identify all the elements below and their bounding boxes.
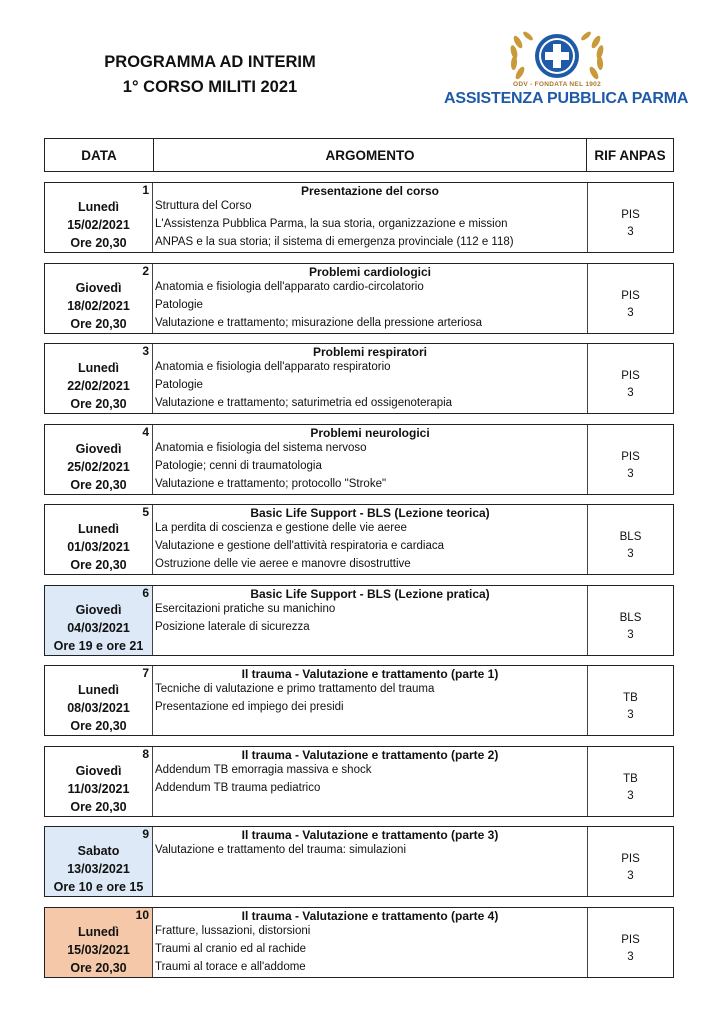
session-time: Ore 20,30 bbox=[70, 799, 127, 814]
session-day: Sabato bbox=[77, 844, 120, 858]
session-ref-code: PIS bbox=[621, 209, 640, 221]
title-line-1: PROGRAMMA AD INTERIM bbox=[104, 53, 316, 71]
column-header-topic: ARGOMENTO bbox=[325, 147, 415, 163]
session-title: Problemi neurologici bbox=[310, 425, 430, 440]
session-subtopic: Patologie bbox=[155, 379, 203, 391]
session-date: 25/02/2021 bbox=[67, 459, 130, 474]
session-number: 1 bbox=[142, 183, 149, 197]
session-row bbox=[44, 826, 674, 897]
session-topic-cell bbox=[153, 908, 587, 977]
session-ref-code: PIS bbox=[621, 933, 640, 946]
session-subtopic: Anatomia e fisiologia dell'apparato cardio-circolatorio bbox=[155, 280, 424, 293]
session-day: Giovedì bbox=[75, 280, 122, 295]
session-topic-cell bbox=[153, 747, 587, 816]
session-number: 8 bbox=[142, 746, 149, 761]
page-title bbox=[60, 50, 360, 100]
session-date-cell bbox=[45, 827, 153, 896]
session-date-cell bbox=[45, 425, 153, 494]
session-subtopic: La perdita di coscienza e gestione delle vie aeree bbox=[155, 522, 407, 534]
session-ref-cell bbox=[587, 827, 673, 896]
session-title: Il trauma - Valutazione e trattamento (parte 4) bbox=[241, 908, 499, 923]
session-date-cell bbox=[45, 666, 153, 735]
session-title: Presentazione del corso bbox=[300, 184, 440, 198]
session-topic-cell bbox=[153, 586, 587, 655]
session-number: 6 bbox=[142, 585, 149, 600]
session-subtopic: Ostruzione delle vie aeree e manovre disostruttive bbox=[155, 558, 411, 570]
session-time: Ore 20,30 bbox=[70, 558, 127, 572]
logo-name: ASSISTENZA PUBBLICA PARMA bbox=[444, 90, 689, 107]
session-date: 18/02/2021 bbox=[67, 298, 130, 313]
session-date-cell bbox=[45, 586, 153, 655]
session-row bbox=[44, 343, 674, 414]
session-ref-level: 3 bbox=[627, 950, 634, 963]
session-title: Il trauma - Valutazione e trattamento (parte 1) bbox=[241, 667, 499, 681]
session-subtopic: Presentazione ed impiego dei presidi bbox=[155, 701, 344, 713]
session-title: Problemi cardiologici bbox=[308, 264, 432, 279]
session-subtopic: Tecniche di valutazione e primo trattamento del trauma bbox=[155, 683, 435, 695]
session-subtopic: Valutazione e trattamento del trauma: simulazioni bbox=[155, 844, 407, 856]
session-time: Ore 20,30 bbox=[70, 236, 127, 250]
session-subtopic: Struttura del Corso bbox=[155, 200, 252, 212]
session-row bbox=[44, 504, 674, 575]
session-row bbox=[44, 424, 674, 495]
session-ref-code: PIS bbox=[621, 450, 640, 463]
session-subtopic: Anatomia e fisiologia del sistema nervoso bbox=[155, 441, 367, 454]
session-ref-cell bbox=[587, 344, 673, 413]
session-title: Problemi respiratori bbox=[312, 345, 428, 359]
session-ref-code: BLS bbox=[619, 531, 642, 543]
session-subtopic: ANPAS e la sua storia; il sistema di emergenza provinciale (112 e 118) bbox=[155, 236, 514, 248]
session-ref-code: PIS bbox=[621, 370, 640, 382]
session-date: 22/02/2021 bbox=[67, 379, 130, 393]
title-line-2: 1° CORSO MILITI 2021 bbox=[122, 78, 298, 96]
session-date-cell bbox=[45, 183, 153, 252]
logo-tagline: ODV - FONDATA NEL 1902 bbox=[513, 81, 601, 88]
session-subtopic: Esercitazioni pratiche su manichino bbox=[155, 602, 336, 615]
session-subtopic: Patologie bbox=[155, 298, 203, 311]
session-topic-cell bbox=[153, 264, 587, 333]
session-ref-cell bbox=[587, 908, 673, 977]
session-ref-level: 3 bbox=[627, 870, 634, 882]
session-date-cell bbox=[45, 908, 153, 977]
session-date-cell bbox=[45, 264, 153, 333]
session-time: Ore 20,30 bbox=[70, 960, 127, 975]
session-ref-code: PIS bbox=[621, 289, 640, 302]
session-subtopic: Traumi al torace e all'addome bbox=[155, 960, 306, 973]
session-row bbox=[44, 585, 674, 656]
table-header bbox=[44, 138, 674, 172]
session-ref-level: 3 bbox=[627, 387, 634, 399]
session-title: Basic Life Support - BLS (Lezione teorica) bbox=[250, 506, 490, 520]
session-title: Il trauma - Valutazione e trattamento (parte 2) bbox=[241, 747, 499, 762]
session-ref-cell bbox=[587, 747, 673, 816]
session-ref-cell bbox=[587, 666, 673, 735]
session-subtopic: Valutazione e trattamento; saturimetria ed ossigenoterapia bbox=[155, 397, 453, 409]
session-date: 11/03/2021 bbox=[67, 781, 130, 796]
session-time: Ore 20,30 bbox=[70, 316, 127, 331]
session-day: Lunedì bbox=[78, 683, 119, 697]
session-number: 7 bbox=[142, 666, 149, 680]
session-row bbox=[44, 907, 674, 978]
session-date-cell bbox=[45, 505, 153, 574]
session-subtopic: Addendum TB trauma pediatrico bbox=[155, 781, 321, 794]
session-subtopic: Anatomia e fisiologia dell'apparato respiratorio bbox=[155, 361, 391, 373]
session-row bbox=[44, 263, 674, 334]
session-date: 15/03/2021 bbox=[67, 942, 130, 957]
session-time: Ore 20,30 bbox=[70, 719, 127, 733]
laurel-cross-icon bbox=[504, 28, 610, 84]
session-number: 2 bbox=[142, 263, 149, 278]
session-subtopic: Valutazione e trattamento; misurazione della pressione arteriosa bbox=[155, 316, 483, 329]
session-date: 08/03/2021 bbox=[67, 701, 130, 715]
session-topic-cell bbox=[153, 827, 587, 896]
session-subtopic: L'Assistenza Pubblica Parma, la sua storia, organizzazione e mission bbox=[155, 218, 508, 230]
session-ref-level: 3 bbox=[627, 628, 634, 641]
session-row bbox=[44, 182, 674, 253]
session-ref-level: 3 bbox=[627, 306, 634, 319]
session-ref-code: TB bbox=[623, 692, 638, 704]
session-topic-cell bbox=[153, 183, 587, 252]
session-subtopic: Valutazione e gestione dell'attività respiratoria e cardiaca bbox=[155, 540, 445, 552]
session-ref-cell bbox=[587, 183, 673, 252]
session-topic-cell bbox=[153, 344, 587, 413]
session-row bbox=[44, 746, 674, 817]
session-number: 9 bbox=[142, 827, 149, 841]
column-header-ref: RIF ANPAS bbox=[586, 139, 673, 171]
session-time: Ore 19 e ore 21 bbox=[53, 638, 144, 653]
session-date: 04/03/2021 bbox=[67, 620, 130, 635]
session-day: Lunedì bbox=[78, 200, 119, 214]
session-ref-code: BLS bbox=[619, 611, 642, 624]
session-subtopic: Traumi al cranio ed al rachide bbox=[155, 942, 307, 955]
session-number: 3 bbox=[142, 344, 149, 358]
session-topic-cell bbox=[153, 425, 587, 494]
session-topic-cell bbox=[153, 666, 587, 735]
session-date: 15/02/2021 bbox=[67, 218, 130, 232]
session-date-cell bbox=[45, 344, 153, 413]
session-subtopic: Patologie; cenni di traumatologia bbox=[155, 459, 322, 472]
session-ref-code: TB bbox=[623, 772, 638, 785]
session-ref-cell bbox=[587, 425, 673, 494]
session-ref-cell bbox=[587, 505, 673, 574]
session-day: Giovedì bbox=[75, 763, 122, 778]
session-ref-level: 3 bbox=[627, 548, 634, 560]
session-ref-cell bbox=[587, 586, 673, 655]
session-ref-level: 3 bbox=[627, 709, 634, 721]
session-row bbox=[44, 665, 674, 736]
session-ref-level: 3 bbox=[627, 789, 634, 802]
session-number: 4 bbox=[142, 424, 149, 439]
session-day: Lunedì bbox=[78, 924, 119, 939]
organization-logo bbox=[444, 28, 689, 124]
session-title: Basic Life Support - BLS (Lezione pratica) bbox=[250, 586, 490, 601]
session-ref-level: 3 bbox=[627, 226, 634, 238]
session-number: 10 bbox=[135, 907, 149, 922]
session-day: Lunedì bbox=[78, 522, 119, 536]
session-title: Il trauma - Valutazione e trattamento (parte 3) bbox=[241, 828, 499, 842]
column-header-date: DATA bbox=[45, 139, 154, 171]
session-day: Giovedì bbox=[75, 441, 122, 456]
session-date: 01/03/2021 bbox=[67, 540, 130, 554]
session-time: Ore 10 e ore 15 bbox=[53, 880, 144, 894]
session-date: 13/03/2021 bbox=[67, 862, 130, 876]
session-subtopic: Fratture, lussazioni, distorsioni bbox=[155, 924, 311, 937]
session-time: Ore 20,30 bbox=[70, 397, 127, 411]
session-number: 5 bbox=[142, 505, 149, 519]
session-time: Ore 20,30 bbox=[70, 477, 127, 492]
session-day: Lunedì bbox=[78, 361, 119, 375]
session-ref-code: PIS bbox=[621, 853, 640, 865]
session-ref-level: 3 bbox=[627, 467, 634, 480]
session-subtopic: Posizione laterale di sicurezza bbox=[155, 620, 310, 633]
session-topic-cell bbox=[153, 505, 587, 574]
session-subtopic: Valutazione e trattamento; protocollo "Stroke" bbox=[155, 477, 387, 490]
session-ref-cell bbox=[587, 264, 673, 333]
session-subtopic: Addendum TB emorragia massiva e shock bbox=[155, 763, 372, 776]
session-day: Giovedì bbox=[75, 602, 122, 617]
session-date-cell bbox=[45, 747, 153, 816]
